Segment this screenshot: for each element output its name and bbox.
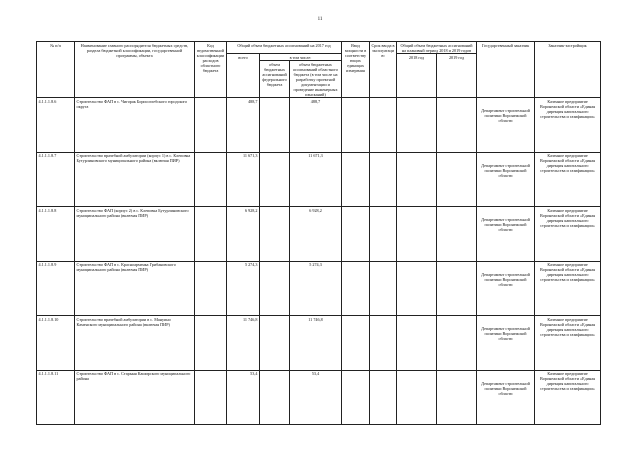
cell-name: Строительство врачебной амбулатории (корпус 1) в с. Клеповка Бутурлиновского муниципального района (включая ПИР)	[75, 152, 195, 207]
cell-executor: Казенное предприятие Воронежской области «Единая дирекция капитального строительства и газификации»	[535, 207, 601, 262]
header-num: № п/п	[37, 42, 75, 98]
cell-2018	[397, 98, 437, 153]
table-row	[37, 207, 601, 262]
cell-regional: 11 746,8	[290, 316, 342, 371]
cell-capacity	[342, 261, 370, 316]
cell-name: Строительство ФАП в с. Старыня Каширского муниципального района	[75, 370, 195, 425]
cell-name: Строительство ФАП в с. Чигорак Борисоглебского городского округа	[75, 98, 195, 153]
cell-term	[370, 316, 397, 371]
cell-total: 5 274,3	[227, 261, 260, 316]
page-number: 11	[317, 17, 323, 22]
cell-capacity	[342, 98, 370, 153]
cell-total: 6 928,2	[227, 207, 260, 262]
header-2019: 2019 год	[437, 54, 477, 98]
header-term: Срок ввода в эксплуатацию	[370, 42, 397, 98]
cell-total: 53,4	[227, 370, 260, 425]
cell-2019	[437, 370, 477, 425]
cell-regional: 488,7	[290, 98, 342, 153]
cell-capacity	[342, 370, 370, 425]
table-row	[37, 370, 601, 425]
cell-num: 4.1.1.1.8.6	[37, 98, 75, 153]
cell-2019	[437, 152, 477, 207]
cell-term	[370, 370, 397, 425]
cell-customer: Департамент строительной политики Воронежской области	[477, 370, 535, 425]
cell-federal	[260, 316, 290, 371]
cell-regional: 6 928,2	[290, 207, 342, 262]
cell-executor: Казенное предприятие Воронежской области «Единая дирекция капитального строительства и газификации»	[535, 370, 601, 425]
cell-federal	[260, 152, 290, 207]
header-executor: Заказчик-застройщик	[535, 42, 601, 98]
cell-2019	[437, 316, 477, 371]
cell-code	[195, 316, 227, 371]
cell-federal	[260, 261, 290, 316]
table-header-row	[37, 42, 601, 54]
cell-2018	[397, 370, 437, 425]
cell-num: 4.1.1.1.8.9	[37, 261, 75, 316]
cell-2018	[397, 152, 437, 207]
cell-2018	[397, 207, 437, 262]
cell-2019	[437, 207, 477, 262]
cell-num: 4.1.1.1.8.7	[37, 152, 75, 207]
cell-2019	[437, 98, 477, 153]
cell-total: 11 746,8	[227, 316, 260, 371]
cell-regional: 5 274,3	[290, 261, 342, 316]
cell-federal	[260, 370, 290, 425]
cell-2018	[397, 316, 437, 371]
cell-executor: Казенное предприятие Воронежской области «Единая дирекция капитального строительства и газификации»	[535, 261, 601, 316]
cell-executor: Казенное предприятие Воронежской области «Единая дирекция капитального строительства и газификации»	[535, 152, 601, 207]
cell-term	[370, 152, 397, 207]
header-customer: Государственный заказчик	[477, 42, 535, 98]
cell-regional: 11 671,3	[290, 152, 342, 207]
cell-code	[195, 207, 227, 262]
header-name: Наименование главного распорядителя бюджетных средств, раздела бюджетной классификации, государственной программы, объекта	[75, 42, 195, 98]
cell-executor: Казенное предприятие Воронежской области «Единая дирекция капитального строительства и газификации»	[535, 98, 601, 153]
header-federal: объем бюджетных ассигнований федерального бюджета	[260, 61, 290, 98]
cell-customer: Департамент строительной политики Воронежской области	[477, 152, 535, 207]
cell-code	[195, 152, 227, 207]
cell-num: 4.1.1.1.8.11	[37, 370, 75, 425]
cell-2018	[397, 261, 437, 316]
header-code: Код ведомственной классификации расходов областного бюджета	[195, 42, 227, 98]
table-row	[37, 316, 601, 371]
cell-term	[370, 98, 397, 153]
cell-num: 4.1.1.1.8.8	[37, 207, 75, 262]
budget-table	[36, 41, 601, 425]
cell-name: Строительство врачебной амбулатории в с. Мануино Каменского муниципального района (включая ПИР)	[75, 316, 195, 371]
cell-federal	[260, 98, 290, 153]
table-row	[37, 261, 601, 316]
table-row	[37, 152, 601, 207]
header-incl: в том числе:	[260, 54, 342, 61]
cell-name: Строительство ФАП (корпус 2) в с. Клеповка Бутурлиновского муниципального района (включая ПИР)	[75, 207, 195, 262]
cell-capacity	[342, 207, 370, 262]
cell-term	[370, 261, 397, 316]
cell-customer: Департамент строительной политики Воронежской области	[477, 207, 535, 262]
cell-federal	[260, 207, 290, 262]
table-row	[37, 98, 601, 153]
cell-customer: Департамент строительной политики Воронежской области	[477, 98, 535, 153]
cell-capacity	[342, 152, 370, 207]
cell-customer: Департамент строительной политики Воронежской области	[477, 316, 535, 371]
header-planned: Общий объем бюджетных ассигнований на плановый период 2018 и 2019 годов	[397, 42, 477, 54]
cell-2019	[437, 261, 477, 316]
cell-num: 4.1.1.1.8.10	[37, 316, 75, 371]
header-2018: 2018 год	[397, 54, 437, 98]
cell-total: 11 671,3	[227, 152, 260, 207]
header-total: всего	[227, 54, 260, 98]
header-volume-2017: Общий объем бюджетных ассигнований на 2017 год	[227, 42, 342, 54]
cell-capacity	[342, 316, 370, 371]
header-regional: объем бюджетных ассигнований областного бюджета (в том числе на разработку проектной документации и проведение инженерных изысканий)	[290, 61, 342, 98]
cell-customer: Департамент строительной политики Воронежской области	[477, 261, 535, 316]
cell-code	[195, 98, 227, 153]
cell-executor: Казенное предприятие Воронежской области «Единая дирекция капитального строительства и газификации»	[535, 316, 601, 371]
header-capacity: Ввод мощности в соответствующих единицах измерения	[342, 42, 370, 98]
cell-code	[195, 370, 227, 425]
cell-regional: 53,4	[290, 370, 342, 425]
cell-total: 488,7	[227, 98, 260, 153]
cell-term	[370, 207, 397, 262]
cell-name: Строительство ФАП в с. Красноарменка Грибановского муниципального района (включая ПИР)	[75, 261, 195, 316]
cell-code	[195, 261, 227, 316]
